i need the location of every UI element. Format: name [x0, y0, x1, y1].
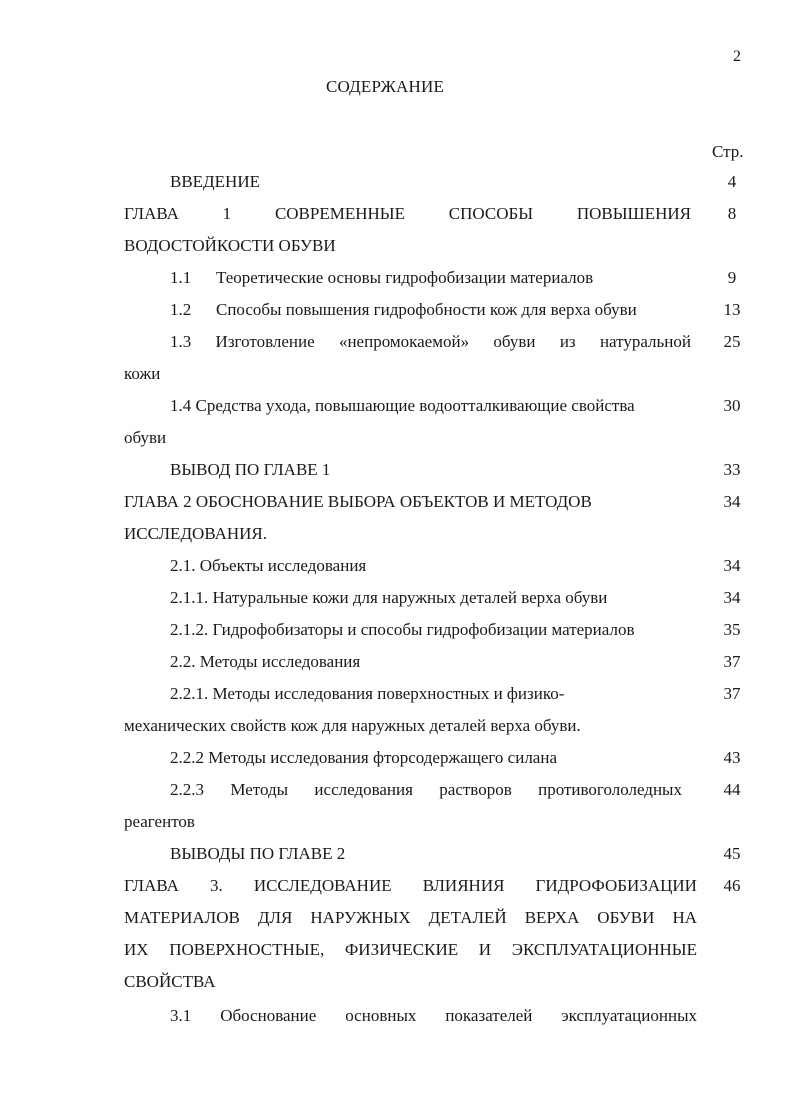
toc-entry-page: 33 [723, 460, 741, 479]
toc-entry-title: ГЛАВА 2 ОБОСНОВАНИЕ ВЫБОРА ОБЪЕКТОВ И МЕТОДОВ [124, 492, 592, 511]
toc-entry-intro[interactable] [0, 172, 795, 204]
toc-entry-1-3[interactable] [0, 332, 795, 364]
toc-entry-title: 2.2.3 Методы исследования растворов противогололедных [170, 780, 682, 799]
toc-entry-title: ГЛАВА 1 СОВРЕМЕННЫЕ СПОСОБЫ ПОВЫШЕНИЯ [124, 204, 691, 223]
toc-entry-page: 46 [723, 876, 741, 895]
toc-entry-1-1[interactable] [0, 268, 795, 300]
toc-entry-2-2-1[interactable] [0, 684, 795, 716]
toc-entry-continuation: ИХ ПОВЕРХНОСТНЫЕ, ФИЗИЧЕСКИЕ И ЭКСПЛУАТАЦИОННЫЕ [124, 940, 697, 959]
toc-entry-title: 2.2.1. Методы исследования поверхностных и физико- [170, 684, 565, 703]
toc-entry-page: 34 [723, 492, 741, 511]
toc-entry-page: 45 [723, 844, 741, 863]
toc-entry-conclusion-2[interactable] [0, 844, 795, 876]
toc-entry-page: 13 [723, 300, 741, 319]
page-number: 2 [733, 48, 741, 65]
toc-entry-title: ВЫВОДЫ ПО ГЛАВЕ 2 [170, 844, 346, 863]
toc-entry-2-1-2[interactable] [0, 620, 795, 652]
toc-entry-title: 1.2 Способы повышения гидрофобности кож для верха обуви [170, 300, 637, 319]
toc-entry-page: 25 [723, 332, 741, 351]
toc-entry-3-1[interactable] [0, 1006, 795, 1038]
toc-entry-page: 8 [727, 204, 737, 223]
toc-entry-title: 2.1.2. Гидрофобизаторы и способы гидрофобизации материалов [170, 620, 635, 639]
toc-entry-title: 3.1 Обоснование основных показателей эксплуатационных [170, 1006, 697, 1025]
toc-entry-chapter-1[interactable] [0, 204, 795, 236]
toc-entry-title: 2.2.2 Методы исследования фторсодержащего силана [170, 748, 557, 767]
toc-entry-1-2[interactable] [0, 300, 795, 332]
page-column-header: Стр. [712, 142, 744, 161]
toc-entry-page: 43 [723, 748, 741, 767]
toc-entry-page: 35 [723, 620, 741, 639]
toc-entry-2-1-1[interactable] [0, 588, 795, 620]
toc-entry-page: 34 [723, 556, 741, 575]
toc-entry-title: 1.3 Изготовление «непромокаемой» обуви из натуральной [170, 332, 691, 351]
toc-entry-continuation: обуви [124, 428, 167, 447]
toc-entry-page: 37 [723, 652, 741, 671]
toc-entry-title: 2.1.1. Натуральные кожи для наружных деталей верха обуви [170, 588, 608, 607]
page-title: СОДЕРЖАНИЕ [325, 77, 445, 96]
toc-entry-title: 1.4 Средства ухода, повышающие водоотталкивающие свойства [170, 396, 635, 415]
toc-entry-page: 37 [723, 684, 741, 703]
toc-entry-1-4[interactable] [0, 396, 795, 428]
toc-entry-continuation: ИССЛЕДОВАНИЯ. [124, 524, 268, 543]
toc-entry-2-2[interactable] [0, 652, 795, 684]
toc-entry-2-1[interactable] [0, 556, 795, 588]
toc-entry-continuation: кожи [124, 364, 161, 383]
toc-entry-page: 9 [727, 268, 737, 287]
toc-entry-page: 44 [723, 780, 741, 799]
toc-entry-page: 4 [727, 172, 737, 191]
toc-entry-title: 1.1 Теоретические основы гидрофобизации материалов [170, 268, 594, 287]
toc-entry-continuation: реагентов [124, 812, 195, 831]
toc-entry-2-2-3[interactable] [0, 780, 795, 812]
toc-entry-chapter-2[interactable] [0, 492, 795, 524]
toc-entry-title: ГЛАВА 3. ИССЛЕДОВАНИЕ ВЛИЯНИЯ ГИДРОФОБИЗАЦИИ [124, 876, 697, 895]
toc-entry-page: 30 [723, 396, 741, 415]
toc-entry-title: 2.2. Методы исследования [170, 652, 361, 671]
toc-entry-chapter-3[interactable] [0, 876, 795, 908]
toc-entry-title: ВВЕДЕНИЕ [170, 172, 260, 191]
toc-entry-page: 34 [723, 588, 741, 607]
toc-entry-2-2-2[interactable] [0, 748, 795, 780]
toc-entry-continuation: МАТЕРИАЛОВ ДЛЯ НАРУЖНЫХ ДЕТАЛЕЙ ВЕРХА ОБУВИ НА [124, 908, 697, 927]
toc-entry-title: ВЫВОД ПО ГЛАВЕ 1 [170, 460, 331, 479]
toc-entry-continuation: ВОДОСТОЙКОСТИ ОБУВИ [124, 236, 336, 255]
toc-entry-continuation: механических свойств кож для наружных деталей верха обуви. [124, 716, 581, 735]
toc-entry-continuation: СВОЙСТВА [124, 972, 216, 991]
toc-entry-conclusion-1[interactable] [0, 460, 795, 492]
toc-entry-title: 2.1. Объекты исследования [170, 556, 367, 575]
